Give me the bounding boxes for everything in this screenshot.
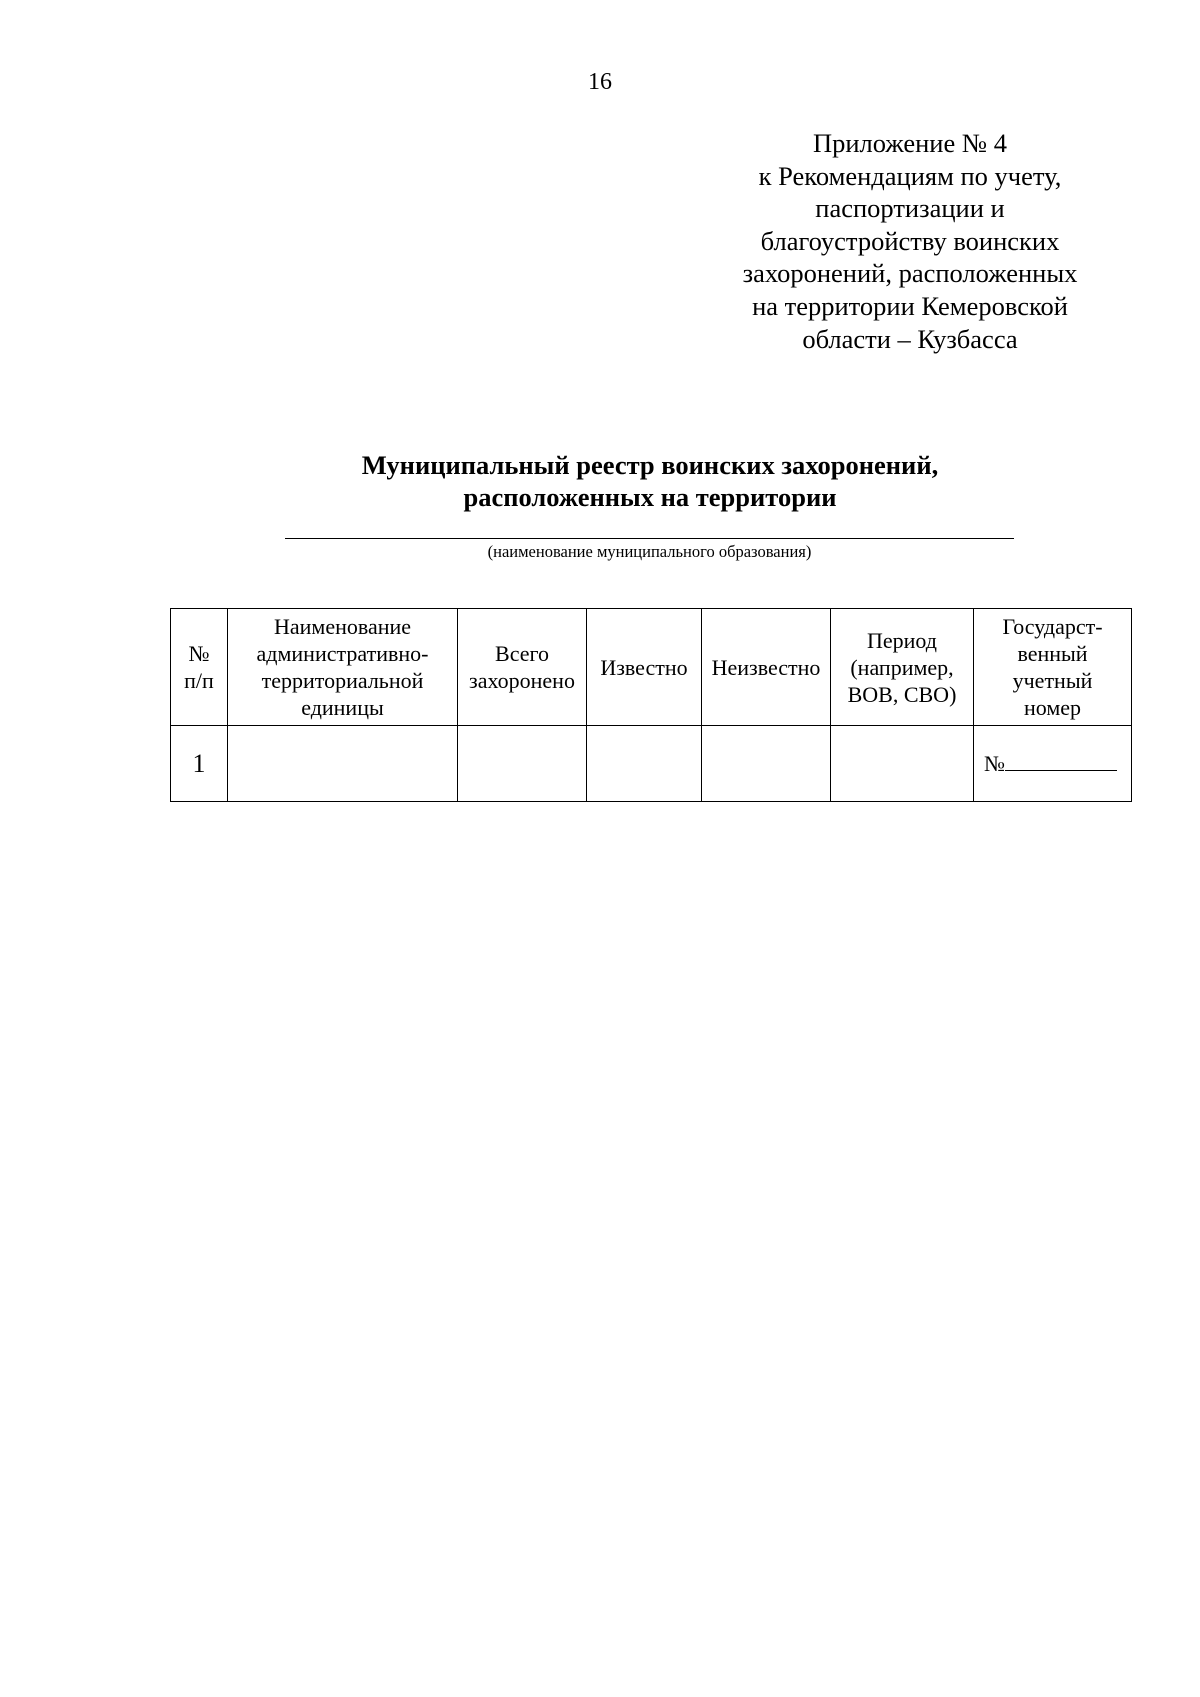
appendix-line: на территории Кемеровской bbox=[752, 290, 1068, 321]
registry-table bbox=[170, 608, 1132, 802]
table-row bbox=[171, 726, 1132, 802]
header-admin-unit: Наименование административно- территориальной единицы bbox=[228, 609, 458, 726]
header-registration-number: Государст- венный учетный номер bbox=[974, 609, 1132, 726]
appendix-line: к Рекомендациям по учету, bbox=[758, 160, 1062, 191]
title-line-1: Муниципальный реестр воинских захоронений, bbox=[361, 450, 939, 480]
page-number: 16 bbox=[588, 69, 612, 95]
header-num: № п/п bbox=[171, 609, 228, 726]
header-total-buried: Всего захоронено bbox=[458, 609, 587, 726]
cell-total-buried bbox=[458, 726, 587, 802]
municipality-blank-line bbox=[285, 538, 1014, 539]
document-title bbox=[250, 449, 1050, 513]
appendix-line: паспортизации и bbox=[815, 193, 1005, 224]
header-unknown: Неизвестно bbox=[702, 609, 831, 726]
registration-number-blank bbox=[1005, 750, 1117, 771]
header-known: Известно bbox=[587, 609, 702, 726]
registration-number-prefix: № bbox=[984, 751, 1005, 776]
table-header-row bbox=[171, 609, 1132, 726]
cell-admin-unit bbox=[228, 726, 458, 802]
appendix-line: захоронений, расположенных bbox=[742, 258, 1078, 289]
appendix-line: благоустройству воинских bbox=[760, 225, 1060, 256]
header-period: Период (например, ВОВ, СВО) bbox=[831, 609, 974, 726]
appendix-line: области – Кузбасса bbox=[802, 323, 1018, 354]
cell-row-number: 1 bbox=[171, 726, 228, 802]
appendix-reference bbox=[720, 127, 1100, 355]
municipality-caption: (наименование муниципального образования) bbox=[487, 542, 812, 561]
cell-unknown bbox=[702, 726, 831, 802]
appendix-line: Приложение № 4 bbox=[812, 128, 1007, 158]
cell-period bbox=[831, 726, 974, 802]
cell-registration-number bbox=[974, 726, 1132, 802]
cell-known bbox=[587, 726, 702, 802]
title-line-2: расположенных на территории bbox=[463, 482, 837, 512]
